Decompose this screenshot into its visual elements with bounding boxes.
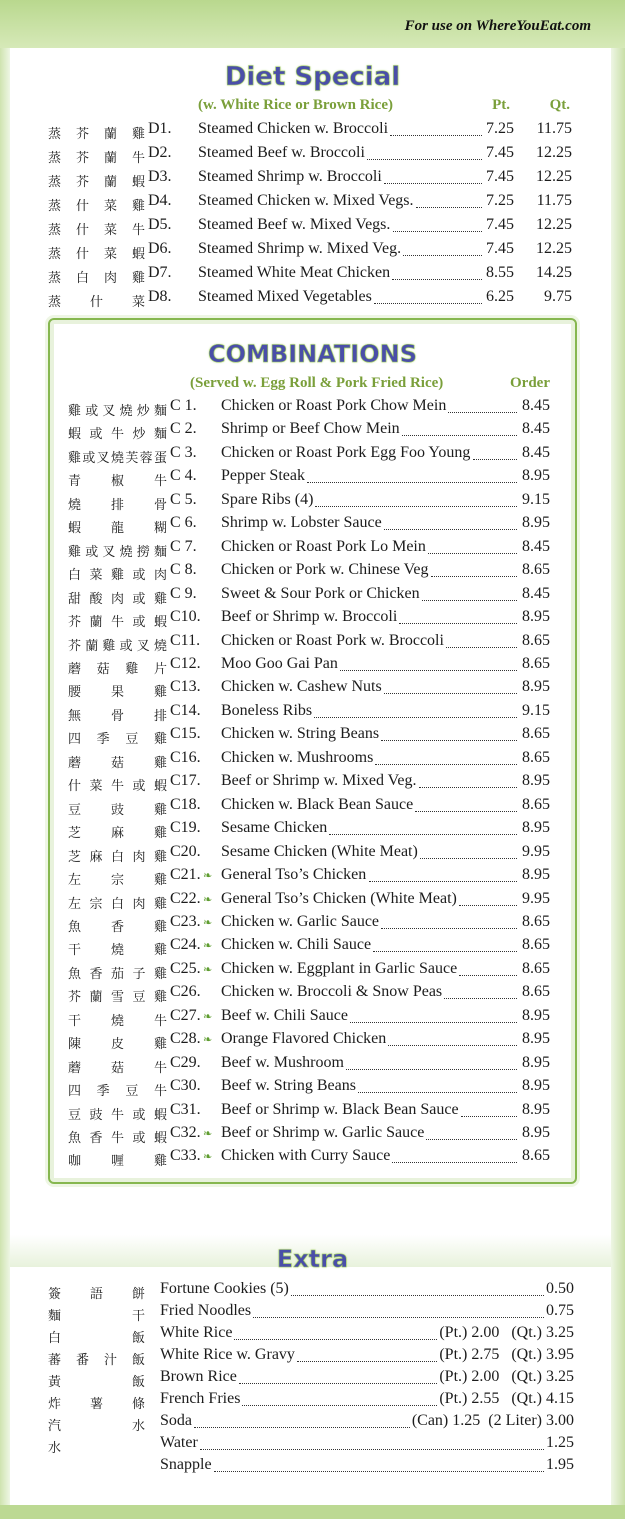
price-order: 9.15 xyxy=(522,490,550,508)
dish-code: C29. xyxy=(170,1053,201,1071)
item-chinese-name: 汽水 xyxy=(48,1418,146,1433)
dot-leader xyxy=(402,423,517,436)
price-order: 8.65 xyxy=(522,1147,550,1165)
price-quart: 11.75 xyxy=(536,192,572,209)
price-order: 8.65 xyxy=(522,725,550,743)
combo-item xyxy=(0,608,625,631)
dot-leader xyxy=(384,517,517,530)
dish-code: C14. xyxy=(170,701,201,719)
item-chinese-name: 麵干 xyxy=(48,1308,146,1323)
combo-item xyxy=(0,1124,625,1147)
dot-leader xyxy=(388,1033,517,1046)
dish-name: Steamed Beef w. Broccoli xyxy=(198,144,365,161)
dish-code: C 2. xyxy=(170,420,197,438)
dot-leader xyxy=(419,775,517,788)
dot-leader xyxy=(375,752,517,765)
combo-item xyxy=(0,585,625,608)
dish-chinese-name: 雞或叉燒芙蓉蛋 xyxy=(68,449,168,465)
diet-item xyxy=(0,168,625,191)
extra-item xyxy=(0,1412,625,1435)
dot-leader xyxy=(392,267,482,280)
dot-leader xyxy=(426,1127,517,1140)
extra-item xyxy=(0,1324,625,1347)
dot-leader xyxy=(422,588,517,601)
price-order: 8.45 xyxy=(522,443,550,461)
item-name: Water xyxy=(160,1434,198,1451)
dish-code: D1. xyxy=(148,120,172,137)
combo-item xyxy=(0,913,625,936)
spicy-leaf-icon: ❧ xyxy=(203,916,213,929)
diet-subtitle: (w. White Rice or Brown Rice) xyxy=(198,97,393,113)
price-order: 8.45 xyxy=(522,537,550,555)
price-order: 9.95 xyxy=(522,842,550,860)
dish-code: C13. xyxy=(170,678,201,696)
price-quart: 11.75 xyxy=(536,120,572,137)
price-quart: 14.25 xyxy=(536,264,572,281)
dish-chinese-name: 蒸什菜 xyxy=(48,294,146,309)
dish-chinese-name: 甜酸肉或雞 xyxy=(68,590,168,606)
item-chinese-name: 簽語餅 xyxy=(48,1286,146,1301)
dish-code: C26. xyxy=(170,983,201,1001)
dish-code: C30. xyxy=(170,1077,201,1094)
price-order: 8.65 xyxy=(522,983,550,1001)
price-order: 8.65 xyxy=(522,936,550,954)
combo-item xyxy=(0,444,625,467)
item-name: Soda xyxy=(160,1412,192,1429)
dish-name: Pepper Steak xyxy=(221,467,305,485)
item-chinese-name: 蕃番汁飯 xyxy=(48,1352,146,1367)
combo-item xyxy=(0,960,625,983)
extra-item xyxy=(0,1456,625,1479)
item-price: 1.95 xyxy=(546,1456,574,1473)
price-order: 9.15 xyxy=(522,701,550,719)
dish-chinese-name: 豆豉牛或蝦 xyxy=(68,1106,168,1122)
dot-leader xyxy=(381,728,517,741)
combo-item xyxy=(0,749,625,772)
combo-item xyxy=(0,420,625,443)
dish-name: Orange Flavored Chicken xyxy=(221,1030,387,1048)
item-name: Snapple xyxy=(160,1456,212,1473)
dish-code: C 7. xyxy=(170,537,197,555)
dish-code: C28. xyxy=(170,1030,201,1048)
dish-name: Steamed White Meat Chicken xyxy=(198,264,391,281)
price-order: 8.95 xyxy=(522,514,550,532)
dish-chinese-name: 四季豆牛 xyxy=(68,1083,168,1098)
dish-name: Sweet & Sour Pork or Chicken xyxy=(221,584,420,602)
price-order: 8.95 xyxy=(522,1053,550,1071)
dot-leader xyxy=(390,123,482,136)
price-order: 8.65 xyxy=(522,795,550,813)
dot-leader xyxy=(399,611,517,624)
dish-chinese-name: 蒸白肉雞 xyxy=(48,270,146,285)
combo-item xyxy=(0,772,625,795)
combo-item xyxy=(0,678,625,701)
combo-item xyxy=(0,1077,625,1100)
extra-item xyxy=(0,1368,625,1391)
dish-chinese-name: 芝麻雞 xyxy=(68,825,168,841)
dish-name: General Tso’s Chicken xyxy=(221,866,367,883)
dish-name: Chicken or Roast Pork Lo Mein xyxy=(221,537,426,555)
item-name: Fried Noodles xyxy=(160,1302,252,1319)
price-quart: 12.25 xyxy=(536,240,572,257)
dish-chinese-name: 腰果雞 xyxy=(68,684,168,700)
combo-item xyxy=(0,1054,625,1077)
dish-code: D7. xyxy=(148,264,172,281)
spicy-leaf-icon: ❧ xyxy=(203,1127,213,1140)
dish-chinese-name: 豆豉雞 xyxy=(68,801,168,817)
dish-chinese-name: 四季豆雞 xyxy=(68,731,168,747)
spicy-leaf-icon: ❧ xyxy=(203,1034,213,1047)
dot-leader xyxy=(428,541,517,554)
dish-chinese-name: 蒸芥蘭牛 xyxy=(48,150,146,165)
price-order: 8.95 xyxy=(522,608,550,625)
dish-name: Chicken or Roast Pork Egg Foo Young xyxy=(221,443,471,461)
price-order: 8.65 xyxy=(522,631,550,649)
dish-name: Steamed Mixed Vegetables xyxy=(198,288,372,305)
combo-item xyxy=(0,1007,625,1030)
dish-code: C17. xyxy=(170,772,201,790)
price-order: 8.95 xyxy=(522,1123,550,1141)
item-price: (Pt.) 2.00 (Qt.) 3.25 xyxy=(439,1324,574,1341)
combos-col-order: Order xyxy=(510,375,550,391)
diet-item xyxy=(0,120,625,143)
dish-code: C32. xyxy=(170,1123,201,1141)
diet-item xyxy=(0,264,625,287)
dot-leader xyxy=(350,1010,517,1023)
dish-name: Beef or Shrimp w. Broccoli xyxy=(221,608,398,625)
dish-code: C 8. xyxy=(170,561,197,579)
dish-chinese-name: 左宗白肉雞 xyxy=(68,895,168,911)
dot-leader xyxy=(340,658,517,671)
item-chinese-name: 水 xyxy=(48,1440,63,1455)
price-pint: 8.55 xyxy=(486,264,514,281)
dish-code: C 4. xyxy=(170,467,197,485)
dish-name: Beef or Shrimp w. Black Bean Sauce xyxy=(221,1100,459,1118)
diet-title: Diet Special xyxy=(224,62,401,92)
combo-item xyxy=(0,561,625,584)
combos-subtitle: (Served w. Egg Roll & Pork Fried Rice) xyxy=(190,375,444,391)
dish-chinese-name: 蒸芥蘭蝦 xyxy=(48,174,146,189)
price-pint: 7.25 xyxy=(486,192,514,209)
spicy-leaf-icon: ❧ xyxy=(203,870,213,882)
dish-name: Chicken w. Eggplant in Garlic Sauce xyxy=(221,959,458,977)
spicy-leaf-icon: ❧ xyxy=(203,1010,213,1023)
dish-code: C10. xyxy=(170,608,201,625)
dish-name: Chicken with Curry Sauce xyxy=(221,1147,391,1165)
diet-col-pt: Pt. xyxy=(492,97,510,113)
item-price: (Pt.) 2.75 (Qt.) 3.95 xyxy=(439,1346,574,1363)
dish-chinese-name: 陳皮雞 xyxy=(68,1036,168,1052)
price-order: 8.95 xyxy=(522,1077,550,1094)
dot-leader xyxy=(384,171,482,184)
dot-leader xyxy=(393,219,482,232)
dish-code: C19. xyxy=(170,819,201,837)
price-order: 8.45 xyxy=(522,420,550,438)
price-pint: 7.45 xyxy=(486,240,514,257)
dish-chinese-name: 干燒雞 xyxy=(68,942,168,958)
dish-code: C21. xyxy=(170,866,201,883)
extra-title: Extra xyxy=(276,1245,349,1273)
dish-code: C24. xyxy=(170,936,201,954)
item-price: 0.50 xyxy=(546,1280,574,1297)
combo-item xyxy=(0,725,625,748)
dish-chinese-name: 蘑菇雞片 xyxy=(68,661,168,676)
dish-name: Chicken w. Garlic Sauce xyxy=(221,912,380,930)
spicy-leaf-icon: ❧ xyxy=(203,893,213,906)
combo-item xyxy=(0,796,625,819)
spicy-leaf-icon: ❧ xyxy=(203,1151,213,1164)
price-order: 8.95 xyxy=(522,866,550,883)
dish-code: C33. xyxy=(170,1147,201,1165)
item-name: French Fries xyxy=(160,1390,241,1407)
combo-item xyxy=(0,397,625,420)
dish-name: Steamed Shrimp w. Broccoli xyxy=(198,168,382,185)
combo-item xyxy=(0,491,625,514)
dish-code: D2. xyxy=(148,144,172,161)
price-order: 8.65 xyxy=(522,561,550,579)
dot-leader xyxy=(381,916,517,929)
header-note: For use on WhereYouEat.com xyxy=(404,18,591,34)
combo-item xyxy=(0,866,625,889)
dish-name: Chicken w. Chili Sauce xyxy=(221,936,372,954)
dot-leader xyxy=(367,147,482,160)
dish-name: Shrimp w. Lobster Sauce xyxy=(221,514,382,532)
dish-chinese-name: 無骨排 xyxy=(68,707,168,723)
dish-chinese-name: 蘑菇雞 xyxy=(68,754,168,770)
dish-code: C 5. xyxy=(170,490,197,508)
combo-item xyxy=(0,1147,625,1170)
dish-code: D3. xyxy=(148,168,172,185)
dish-code: C31. xyxy=(170,1100,201,1118)
dish-chinese-name: 雞或叉燒炒麵 xyxy=(68,403,168,418)
dish-chinese-name: 青椒牛 xyxy=(68,473,168,489)
spicy-leaf-icon: ❧ xyxy=(203,963,213,976)
dish-name: Chicken w. Cashew Nuts xyxy=(221,678,382,696)
diet-item xyxy=(0,192,625,215)
dish-name: Beef or Shrimp w. Garlic Sauce xyxy=(221,1123,425,1141)
price-quart: 12.25 xyxy=(536,216,572,233)
item-name: Brown Rice xyxy=(160,1368,237,1385)
diet-item xyxy=(0,216,625,239)
combo-item xyxy=(0,632,625,655)
dot-leader xyxy=(315,494,517,507)
price-order: 8.95 xyxy=(522,678,550,696)
dish-chinese-name: 魚香牛或蝦 xyxy=(68,1129,168,1145)
dot-leader xyxy=(384,681,517,694)
price-order: 8.65 xyxy=(522,655,550,672)
price-order: 8.95 xyxy=(522,467,550,485)
price-order: 8.45 xyxy=(522,397,550,414)
dish-chinese-name: 芥蘭雪豆雞 xyxy=(68,989,168,1005)
diet-item xyxy=(0,288,625,311)
dish-chinese-name: 左宗雞 xyxy=(68,872,168,887)
item-chinese-name: 黃飯 xyxy=(48,1374,146,1389)
item-chinese-name: 炸薯條 xyxy=(48,1396,146,1411)
price-pint: 7.45 xyxy=(486,216,514,233)
dish-chinese-name: 蝦龍糊 xyxy=(68,520,168,536)
dish-code: C 9. xyxy=(170,584,197,602)
dish-chinese-name: 燒排骨 xyxy=(68,496,168,512)
price-order: 8.65 xyxy=(522,959,550,977)
dot-leader xyxy=(392,1150,517,1163)
price-order: 9.95 xyxy=(522,889,550,907)
dish-code: C15. xyxy=(170,725,201,743)
dish-name: Beef w. Chili Sauce xyxy=(221,1006,348,1024)
dish-name: Chicken or Roast Pork Chow Mein xyxy=(221,397,447,414)
dish-name: Boneless Ribs xyxy=(221,701,313,719)
dish-name: Chicken or Pork w. Chinese Veg xyxy=(221,561,429,579)
item-name: White Rice xyxy=(160,1324,233,1341)
dish-name: Beef or Shrimp w. Mixed Veg. xyxy=(221,772,417,790)
dot-leader xyxy=(369,869,517,882)
combo-item xyxy=(0,819,625,842)
spicy-leaf-icon: ❧ xyxy=(203,940,213,953)
item-chinese-name: 白飯 xyxy=(48,1330,146,1345)
item-price: 0.75 xyxy=(546,1302,574,1319)
dish-code: D6. xyxy=(148,240,172,257)
item-price: (Can) 1.25 (2 Liter) 3.00 xyxy=(411,1412,574,1429)
price-order: 8.95 xyxy=(522,1100,550,1118)
dish-chinese-name: 蝦或牛炒麵 xyxy=(68,426,168,442)
dish-name: Chicken w. String Beans xyxy=(221,725,380,743)
dot-leader xyxy=(373,939,517,952)
price-order: 8.95 xyxy=(522,819,550,837)
dish-chinese-name: 干燒牛 xyxy=(68,1012,168,1028)
dish-code: D8. xyxy=(148,288,172,305)
price-order: 8.65 xyxy=(522,748,550,766)
dish-code: C20. xyxy=(170,842,201,860)
dish-code: C27. xyxy=(170,1006,201,1024)
dish-code: C 3. xyxy=(170,443,197,461)
dish-code: C25. xyxy=(170,959,201,977)
combo-item xyxy=(0,467,625,490)
combos-title: COMBINATIONS xyxy=(208,340,417,368)
price-quart: 9.75 xyxy=(544,288,572,305)
dish-name: Steamed Chicken w. Mixed Vegs. xyxy=(198,192,414,209)
dish-code: C12. xyxy=(170,655,201,672)
dish-code: C22. xyxy=(170,889,201,907)
top-banner xyxy=(0,0,625,48)
combo-item xyxy=(0,1030,625,1053)
dish-code: C 6. xyxy=(170,514,197,532)
dish-name: Chicken w. Black Bean Sauce xyxy=(221,795,414,813)
extra-item xyxy=(0,1346,625,1369)
dish-name: Sesame Chicken (White Meat) xyxy=(221,842,418,860)
extra-item xyxy=(0,1434,625,1457)
dish-chinese-name: 蒸什菜牛 xyxy=(48,222,146,237)
dish-chinese-name: 蘑菇牛 xyxy=(68,1059,168,1075)
combo-item xyxy=(0,890,625,913)
dish-chinese-name: 芥蘭雞或叉燒 xyxy=(68,637,168,653)
dish-chinese-name: 芥蘭牛或蝦 xyxy=(68,614,168,629)
item-name: Fortune Cookies (5) xyxy=(160,1280,289,1297)
dish-code: C16. xyxy=(170,748,201,766)
dish-name: Steamed Chicken w. Broccoli xyxy=(198,120,389,137)
dish-code: C11. xyxy=(170,631,201,649)
combo-item xyxy=(0,538,625,561)
dish-name: Chicken w. Broccoli & Snow Peas xyxy=(221,983,443,1001)
dish-name: Beef w. Mushroom xyxy=(221,1053,344,1071)
dot-leader xyxy=(329,822,517,835)
extra-item xyxy=(0,1390,625,1413)
dish-chinese-name: 白菜雞或肉 xyxy=(68,567,168,583)
dish-code: C23. xyxy=(170,912,201,930)
dish-code: C18. xyxy=(170,795,201,813)
dish-name: General Tso’s Chicken (White Meat) xyxy=(221,889,457,907)
extra-item xyxy=(0,1302,625,1325)
price-pint: 7.45 xyxy=(486,144,514,161)
dish-chinese-name: 蒸什菜雞 xyxy=(48,198,146,213)
price-quart: 12.25 xyxy=(536,168,572,185)
combo-item xyxy=(0,514,625,537)
combo-item xyxy=(0,655,625,678)
dot-leader xyxy=(314,705,517,718)
item-price: (Pt.) 2.55 (Qt.) 4.15 xyxy=(439,1390,574,1407)
dish-name: Spare Ribs (4) xyxy=(221,490,314,508)
dish-name: Chicken or Roast Pork w. Broccoli xyxy=(221,631,444,649)
dish-chinese-name: 魚香雞 xyxy=(68,918,168,934)
dish-chinese-name: 蒸什菜蝦 xyxy=(48,246,146,261)
price-order: 8.45 xyxy=(522,584,550,602)
dish-chinese-name: 雞或叉燒撈麵 xyxy=(68,543,168,559)
item-price: (Pt.) 2.00 (Qt.) 3.25 xyxy=(439,1368,574,1385)
price-pint: 7.45 xyxy=(486,168,514,185)
dish-chinese-name: 魚香茄子雞 xyxy=(68,965,168,981)
diet-item xyxy=(0,240,625,263)
dish-chinese-name: 什菜牛或蝦 xyxy=(68,778,168,794)
price-pint: 7.25 xyxy=(486,120,514,137)
price-order: 8.95 xyxy=(522,772,550,790)
combo-item xyxy=(0,843,625,866)
dish-name: Beef w. String Beans xyxy=(221,1077,356,1094)
dish-code: D4. xyxy=(148,192,172,209)
price-order: 8.95 xyxy=(522,1006,550,1024)
dish-chinese-name: 蒸芥蘭雞 xyxy=(48,126,146,141)
dish-name: Sesame Chicken xyxy=(221,819,328,837)
dot-leader xyxy=(346,1057,517,1070)
price-pint: 6.25 xyxy=(486,288,514,305)
price-quart: 12.25 xyxy=(536,144,572,161)
dish-name: Chicken w. Mushrooms xyxy=(221,748,374,766)
dot-leader xyxy=(307,470,517,483)
combo-item xyxy=(0,702,625,725)
price-order: 8.95 xyxy=(522,1030,550,1048)
dot-leader xyxy=(358,1080,517,1093)
dish-name: Steamed Shrimp w. Mixed Veg. xyxy=(198,240,402,257)
diet-col-qt: Qt. xyxy=(549,97,570,113)
combo-item xyxy=(0,1101,625,1124)
extra-item xyxy=(0,1280,625,1303)
dot-leader xyxy=(415,799,517,812)
dish-chinese-name: 咖喱雞 xyxy=(68,1153,168,1169)
dish-code: C 1. xyxy=(170,397,197,414)
price-order: 8.65 xyxy=(522,912,550,930)
dot-leader xyxy=(420,846,517,859)
dish-code: D5. xyxy=(148,216,172,233)
combo-item xyxy=(0,983,625,1006)
bottom-banner xyxy=(0,1505,625,1519)
dot-leader xyxy=(374,291,482,304)
dish-name: Shrimp or Beef Chow Mein xyxy=(221,420,400,438)
dish-name: Steamed Beef w. Mixed Vegs. xyxy=(198,216,391,233)
item-name: White Rice w. Gravy xyxy=(160,1346,295,1363)
dish-chinese-name: 芝麻白肉雞 xyxy=(68,848,168,864)
combo-item xyxy=(0,936,625,959)
dish-name: Moo Goo Gai Pan xyxy=(221,655,338,672)
item-price: 1.25 xyxy=(546,1434,574,1451)
diet-item xyxy=(0,144,625,167)
